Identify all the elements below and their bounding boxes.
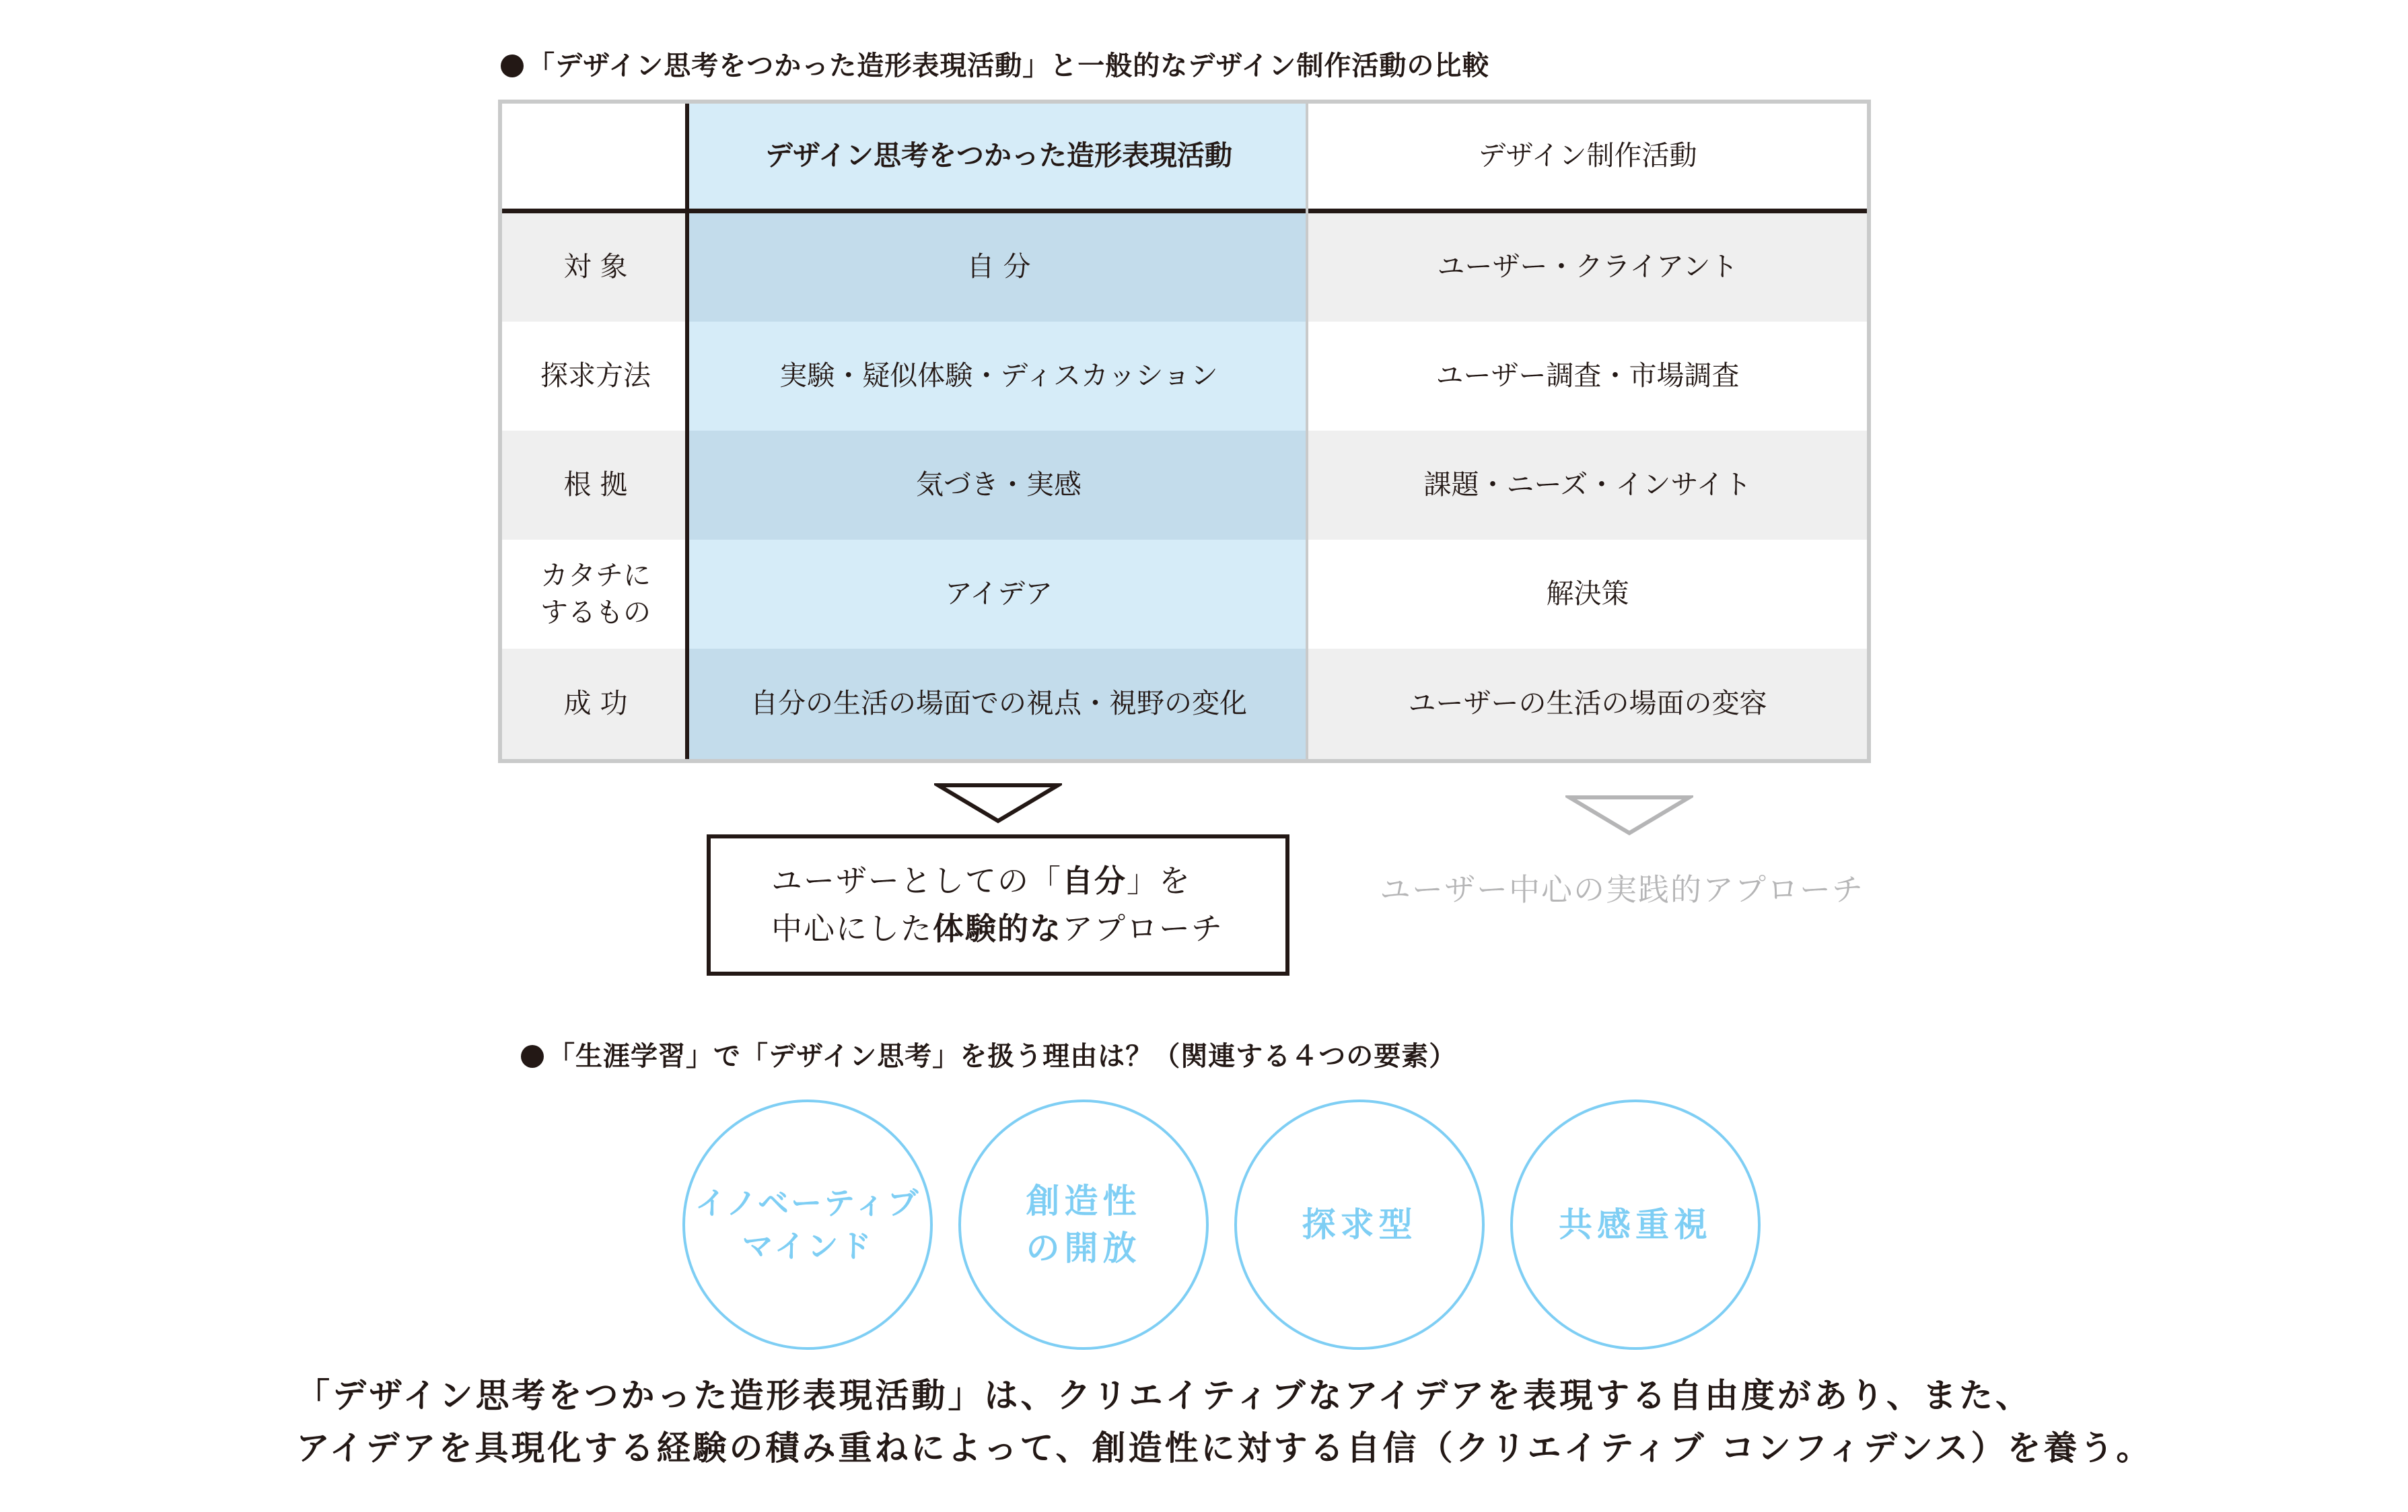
- design-thinking-text: 自 分: [966, 250, 1031, 283]
- result-line2-bold: 体験的な: [933, 910, 1062, 947]
- design-production-cell: [1308, 213, 1867, 322]
- design-thinking-cell: [689, 649, 1308, 759]
- reason-line1: 創造性: [1026, 1182, 1141, 1221]
- header-design-thinking: [689, 104, 1308, 209]
- reason-line2: の開放: [1026, 1229, 1141, 1268]
- table-heading-text: 「デザイン思考をつかった造形表現活動」と一般的なデザイン制作活動の比較: [528, 50, 1490, 81]
- result-line2-text-end: アプローチ: [1062, 910, 1224, 947]
- summary-paragraph: [296, 1370, 2152, 1474]
- summary-line2: アイデアを具現化する経験の積み重ねによって、創造性に対する自信（クリエイティブ コンフィデンス）を養う。: [296, 1428, 2153, 1468]
- header-design-production-text: デザイン制作活動: [1478, 139, 1697, 172]
- reason-line1: 探求型: [1302, 1205, 1417, 1244]
- down-triangle-icon: [934, 782, 1062, 825]
- reason-line1: 共感重視: [1559, 1205, 1712, 1244]
- reason-circle-creativity: [958, 1100, 1209, 1350]
- reason-line2: マインド: [742, 1228, 874, 1264]
- comparison-table: [498, 100, 1871, 763]
- reasons-heading: [521, 1035, 1456, 1073]
- row-label: [502, 322, 689, 431]
- design-production-text: 解決策: [1546, 577, 1629, 610]
- row-label-text: 探求方法: [540, 359, 651, 392]
- design-thinking-cell: [689, 431, 1308, 540]
- reason-line1: イノベーティブ: [695, 1184, 921, 1221]
- design-production-cell: [1308, 540, 1867, 649]
- design-thinking-cell: [689, 540, 1308, 649]
- design-production-text: ユーザー・クライアント: [1437, 250, 1738, 283]
- result-line1-bold: 自分: [1062, 862, 1127, 899]
- result-line1-text-end: 」を: [1127, 862, 1191, 899]
- design-thinking-text: アイデア: [944, 577, 1053, 610]
- summary-line1: 「デザイン思考をつかった造形表現活動」は、クリエイティブなアイデアを表現する自由度があり、また、: [296, 1376, 2032, 1415]
- result-design-production-text: ユーザー中心の実践的アプローチ: [1380, 871, 1864, 908]
- row-label-text: 根 拠: [563, 468, 628, 501]
- design-production-cell: [1308, 649, 1867, 759]
- row-label-text: 対 象: [563, 250, 628, 283]
- design-production-text: ユーザー調査・市場調査: [1436, 359, 1740, 392]
- table-heading: [501, 44, 1489, 83]
- design-production-text: 課題・ニーズ・インサイト: [1423, 468, 1752, 501]
- design-production-cell: [1308, 322, 1867, 431]
- design-production-text: ユーザーの生活の場面の変容: [1408, 687, 1767, 720]
- bullet-dot-icon: [521, 1045, 544, 1068]
- header-divider: [502, 209, 1867, 213]
- result-design-thinking-box: [707, 834, 1289, 976]
- column-divider: [1306, 104, 1308, 759]
- down-triangle-gray-icon: [1565, 794, 1693, 837]
- bullet-dot-icon: [501, 55, 524, 77]
- row-label-text: 成 功: [563, 687, 628, 720]
- design-thinking-cell: [689, 213, 1308, 322]
- label-column-divider: [685, 104, 689, 759]
- header-empty-cell: [502, 104, 689, 209]
- reason-circle-empathy: [1510, 1100, 1761, 1350]
- design-thinking-text: 実験・疑似体験・ディスカッション: [779, 359, 1218, 392]
- result-line2-text: 中心にした: [771, 910, 933, 947]
- design-thinking-cell: [689, 322, 1308, 431]
- row-label: [502, 431, 689, 540]
- result-line2: [771, 905, 1285, 953]
- design-thinking-text: 気づき・実感: [916, 468, 1082, 501]
- reasons-heading-text: 「生涯学習」で「デザイン思考」を扱う理由は？（関連する４つの要素）: [548, 1041, 1457, 1072]
- header-design-thinking-text: デザイン思考をつかった造形表現活動: [765, 139, 1233, 172]
- result-line1-text: ユーザーとしての「: [771, 862, 1062, 899]
- header-design-production: [1308, 104, 1867, 209]
- row-label: [502, 213, 689, 322]
- row-label-text-line2: するもの: [540, 596, 651, 628]
- reason-circle-inquiry: [1234, 1100, 1485, 1350]
- design-production-cell: [1308, 431, 1867, 540]
- row-label: [502, 540, 689, 649]
- result-line1: [771, 857, 1285, 905]
- design-thinking-text: 自分の生活の場面での視点・視野の変化: [750, 687, 1247, 720]
- reason-circle-innovative-mind: [682, 1100, 933, 1350]
- row-label: [502, 649, 689, 759]
- row-label-text-line1: カタチに: [540, 559, 651, 591]
